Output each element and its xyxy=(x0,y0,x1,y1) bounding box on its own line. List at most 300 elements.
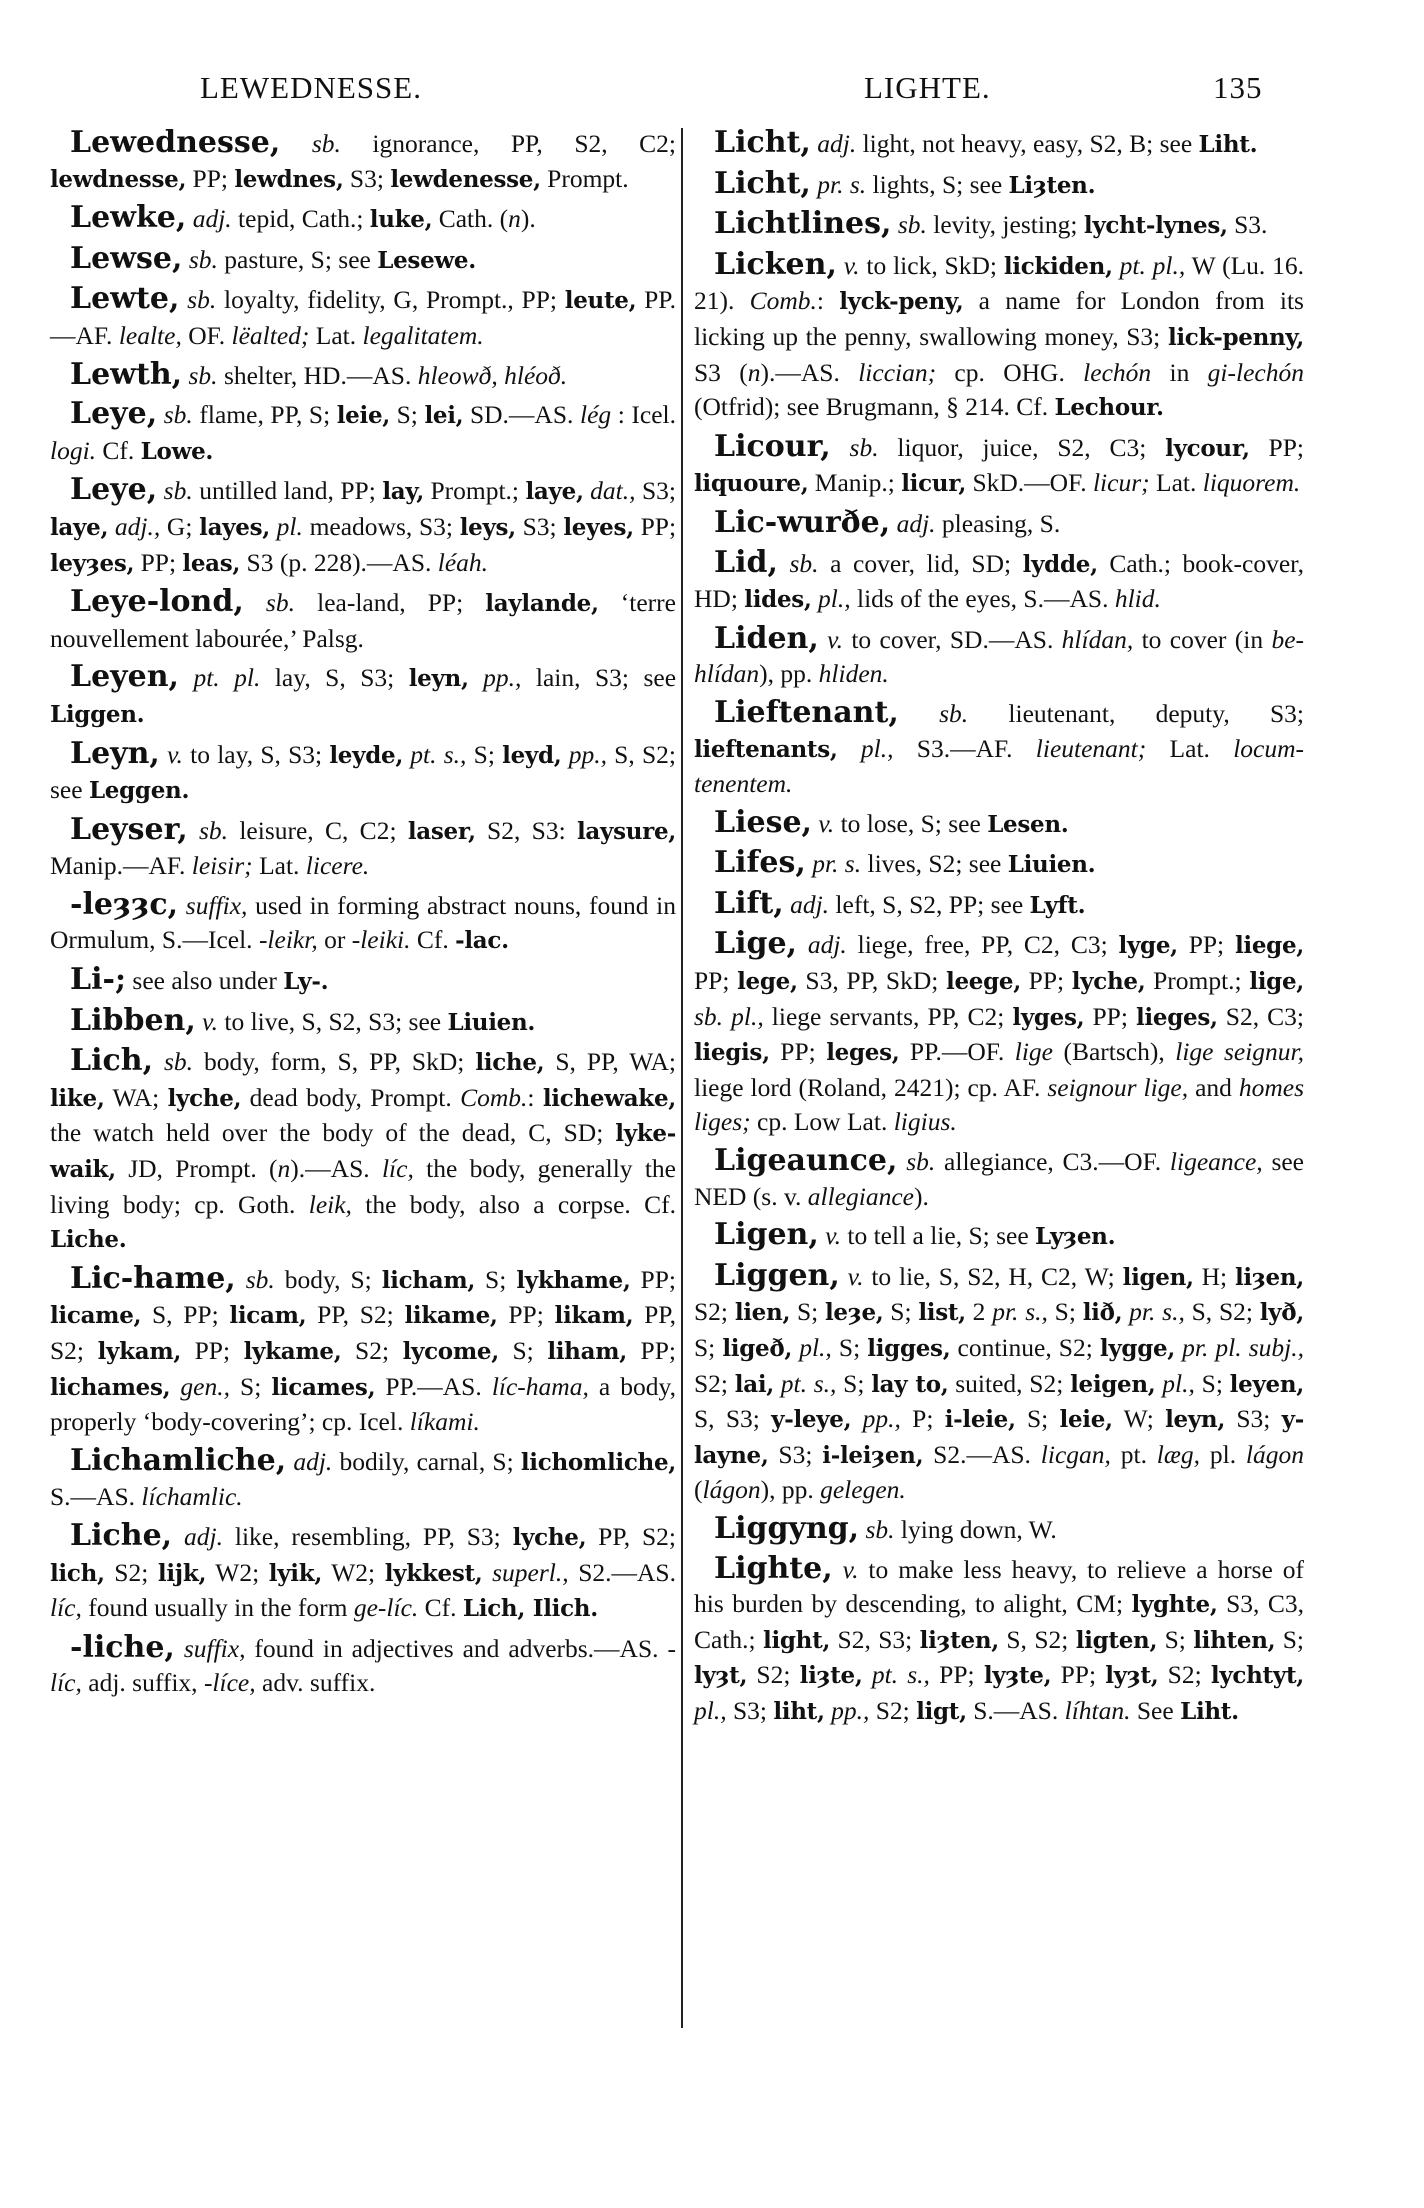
definition-text: Cf. xyxy=(418,1593,463,1623)
italic-text: pr. pl. subj., xyxy=(1182,1333,1304,1362)
dictionary-entry xyxy=(694,927,1304,1140)
dictionary-entry xyxy=(694,696,1304,802)
italic-text: léah. xyxy=(437,547,489,577)
italic-text: v. xyxy=(818,808,835,838)
definition-text: S; xyxy=(475,1264,517,1294)
definition-text: pl. xyxy=(1200,1439,1246,1469)
italic-text: adj. xyxy=(184,1521,223,1551)
variant-form: list, xyxy=(918,1299,966,1327)
italic-text: v. xyxy=(202,1006,218,1036)
dictionary-entry xyxy=(694,846,1304,883)
italic-text: sb. xyxy=(163,476,193,506)
italic-text: pt. s., xyxy=(871,1660,930,1690)
italic-text: líkami. xyxy=(409,1407,480,1437)
italic-text: v. xyxy=(843,250,860,280)
variant-form: ligeð, xyxy=(722,1335,793,1362)
definition-text: PP, S2; xyxy=(306,1300,405,1330)
definition-text: Manip.; xyxy=(808,468,902,498)
variant-form: layes, xyxy=(199,513,270,541)
headword: Lighte, xyxy=(714,1550,833,1586)
definition-text: PP; xyxy=(134,547,183,577)
italic-text: pr. s., xyxy=(992,1297,1048,1327)
dictionary-entry xyxy=(50,888,676,959)
variant-form: Lesewe. xyxy=(377,246,476,274)
definition-text: (Bartsch), xyxy=(1053,1037,1176,1067)
variant-form: laser, xyxy=(407,817,476,845)
definition-text: left, S, S2, PP; see xyxy=(829,889,1030,919)
definition-text: Manip.—AF. xyxy=(50,851,192,881)
dictionary-entry xyxy=(50,397,676,469)
definition-text: W2; xyxy=(322,1557,385,1587)
definition-text: leisure, C, C2; xyxy=(228,815,408,845)
italic-text: superl., xyxy=(492,1557,569,1587)
definition-text xyxy=(837,251,844,280)
dictionary-entry xyxy=(694,167,1304,204)
definition-text: S2.—AS. xyxy=(923,1439,1041,1469)
variant-form: lides, xyxy=(744,586,812,614)
definition-text: S.—AS. xyxy=(50,1482,142,1512)
definition-text: S; xyxy=(466,739,503,769)
definition-text: bodily, carnal, S; xyxy=(332,1446,521,1476)
definition-text: PP.—AF. xyxy=(50,285,676,350)
dictionary-entry xyxy=(694,506,1304,542)
variant-form: Liggen. xyxy=(50,700,145,728)
headword: Leye-lond, xyxy=(70,584,244,620)
variant-form: leigen, xyxy=(1070,1370,1156,1398)
definition-text: to cover, SD.—AS. xyxy=(842,624,1062,654)
variant-form: lihten, xyxy=(1193,1626,1276,1654)
variant-form: leege, xyxy=(946,968,1021,996)
italic-text: gen., xyxy=(180,1371,230,1401)
definition-text: S3 (p. 228).—AS. xyxy=(240,547,438,577)
italic-text: pp., xyxy=(831,1695,870,1725)
variant-form: luke, xyxy=(369,206,433,234)
variant-form: liegis, xyxy=(694,1039,770,1067)
definition-text: lives, S2; see xyxy=(861,849,1008,879)
italic-text: licere. xyxy=(305,851,370,881)
variant-form: lai, xyxy=(734,1370,774,1398)
definition-text: S; xyxy=(390,400,425,430)
headword: Lic-wurðe, xyxy=(714,504,891,540)
italic-text: líchamlic. xyxy=(141,1482,243,1512)
italic-text: læg, xyxy=(1156,1439,1201,1469)
dictionary-entry xyxy=(694,806,1304,843)
definition-text: : Icel. xyxy=(611,400,676,430)
italic-text: n xyxy=(277,1154,291,1184)
italic-text: sb. xyxy=(163,400,193,430)
italic-text: sb. xyxy=(187,285,217,315)
definition-text xyxy=(831,433,850,462)
definition-text: S; xyxy=(790,1297,825,1327)
definition-text: levity, jesting; xyxy=(926,210,1084,240)
headword: Liggyng, xyxy=(714,1510,860,1546)
definition-text: lieutenant, deputy, S3; xyxy=(968,698,1305,728)
italic-text: pl., xyxy=(799,1333,832,1362)
variant-form: licham, xyxy=(381,1266,476,1294)
definition-text: ignorance, PP, S2, C2; xyxy=(340,129,677,158)
italic-text: legalitatem. xyxy=(362,320,484,350)
definition-text: PP; xyxy=(633,511,677,541)
variant-form: leyȝes, xyxy=(50,549,135,577)
variant-form: light, xyxy=(763,1626,831,1654)
italic-text: sb. xyxy=(849,432,879,462)
definition-text: W2; xyxy=(206,1557,269,1587)
definition-text: cp. Low Lat. xyxy=(750,1107,894,1137)
definition-text: PP, S2; xyxy=(586,1521,676,1551)
definition-text: pasture, S; see xyxy=(217,244,378,274)
italic-text: pp., xyxy=(483,663,522,693)
variant-form: lege, xyxy=(737,968,798,996)
definition-text: S; xyxy=(1157,1624,1194,1654)
variant-form: lydde, xyxy=(1022,550,1098,578)
definition-text: S; xyxy=(1275,1624,1304,1654)
definition-text: (Otfrid); see Brugmann, § 214. Cf. xyxy=(694,392,1055,422)
definition-text: Lat. xyxy=(309,320,363,350)
italic-text: sb. xyxy=(865,1514,895,1544)
italic-text: sb. xyxy=(198,815,229,845)
variant-form: lick-penny, xyxy=(1167,323,1304,351)
headword: Lift, xyxy=(714,885,784,921)
definition-text: pt. xyxy=(1110,1439,1157,1469)
definition-text: meadows, S3; xyxy=(302,511,460,541)
dictionary-entry xyxy=(694,126,1304,163)
variant-form: Lyft. xyxy=(1029,891,1086,919)
italic-text: Comb. xyxy=(460,1082,528,1112)
variant-form: lykhame, xyxy=(516,1266,631,1294)
definition-text: SkD.—OF. xyxy=(966,468,1093,498)
variant-form: Lich, Ilich. xyxy=(462,1595,598,1623)
italic-text: pp., xyxy=(568,739,607,769)
definition-text: ).—AS. xyxy=(760,357,859,387)
definition-text: body, S; xyxy=(274,1264,382,1294)
definition-text: Cf. xyxy=(410,925,456,955)
variant-form: lyche, xyxy=(167,1084,242,1112)
variant-form: lyche, xyxy=(512,1523,587,1551)
definition-text: PP, S2; xyxy=(50,1300,676,1365)
headword: Liden, xyxy=(714,620,819,656)
italic-text: allegiance xyxy=(807,1181,915,1211)
variant-form: lichewake, xyxy=(542,1084,676,1112)
dictionary-entry xyxy=(694,1512,1304,1548)
definition-text xyxy=(469,663,483,692)
variant-form: Lesen. xyxy=(987,810,1069,838)
definition-text: PP.—OF. xyxy=(899,1037,1015,1067)
definition-text: S, S2; xyxy=(1184,1297,1260,1327)
variant-form: Liche. xyxy=(50,1226,127,1254)
italic-text: seignour lige, xyxy=(1047,1072,1189,1102)
dictionary-entry xyxy=(50,473,676,581)
italic-text: lechón xyxy=(1083,357,1152,387)
italic-text: pt. s., xyxy=(780,1368,837,1398)
italic-text: sb. xyxy=(939,698,969,728)
variant-form: laye, xyxy=(525,478,584,506)
definition-text: PP; xyxy=(1051,1660,1106,1690)
italic-text: adj. xyxy=(896,508,936,538)
definition-text: lying down, W. xyxy=(894,1514,1057,1544)
italic-text: liquorem. xyxy=(1202,468,1301,498)
italic-text: adj. xyxy=(807,930,847,960)
definition-text: PP; xyxy=(694,966,738,996)
definition-text: S3; xyxy=(1225,1404,1282,1434)
definition-text xyxy=(172,1522,184,1551)
headword: Lid, xyxy=(714,544,778,580)
italic-text: locum-tenentem. xyxy=(694,733,1305,799)
definition-text: PP; xyxy=(1177,930,1235,960)
definition-text: lights, S; see xyxy=(866,169,1009,199)
definition-text: PP.—AS. xyxy=(375,1371,492,1401)
headword: Licht, xyxy=(714,125,811,160)
definition-text xyxy=(179,285,187,314)
definition-text: S; xyxy=(831,1333,868,1362)
headword: Liche, xyxy=(70,1517,173,1553)
dictionary-entry xyxy=(694,1218,1304,1255)
variant-form: ligten, xyxy=(1075,1626,1158,1654)
definition-text xyxy=(778,549,790,578)
definition-text: to live, S, S2, S3; see xyxy=(217,1006,448,1036)
variant-form: leges, xyxy=(826,1039,900,1067)
definition-text: G; xyxy=(160,511,200,541)
italic-text: sb. xyxy=(265,588,295,618)
italic-text: v. xyxy=(842,1554,859,1584)
headword: Lewte, xyxy=(70,281,180,317)
headword: Ligeaunce, xyxy=(714,1143,898,1179)
variant-form: liege, xyxy=(1234,932,1304,960)
variant-form: lycome, xyxy=(402,1338,499,1365)
dictionary-entry xyxy=(50,126,676,197)
definition-text: PP; xyxy=(630,1264,676,1294)
headword: Libben, xyxy=(70,1002,196,1038)
definition-text: lain, S3; see xyxy=(521,663,677,693)
dictionary-entry xyxy=(50,1004,676,1041)
headword: Lewke, xyxy=(70,200,187,236)
variant-form: licam, xyxy=(229,1302,307,1330)
italic-text: pt. pl., xyxy=(1119,250,1186,280)
definition-text xyxy=(840,1262,848,1291)
variant-form: ligges, xyxy=(867,1335,951,1362)
definition-text: PP; xyxy=(181,1336,244,1365)
variant-form: Lyȝen. xyxy=(1035,1223,1116,1251)
definition-text: pleasing, S. xyxy=(935,508,1061,538)
variant-form: licames, xyxy=(271,1373,376,1401)
variant-form: Liht. xyxy=(1198,131,1258,158)
variant-form: liȝen, xyxy=(1235,1263,1305,1291)
italic-text: lëalted; xyxy=(231,320,310,350)
definition-text xyxy=(244,588,266,617)
dictionary-entry xyxy=(50,660,676,732)
italic-text: leisir; xyxy=(191,851,253,881)
italic-text: suffix, xyxy=(183,1633,246,1663)
variant-form: lige, xyxy=(1249,968,1305,996)
definition-text: Lat. xyxy=(1149,468,1203,498)
definition-text xyxy=(833,1555,843,1584)
definition-text xyxy=(561,740,568,769)
dictionary-entry xyxy=(694,887,1304,924)
variant-form: lykkest, xyxy=(384,1559,483,1587)
variant-form: liȝten, xyxy=(919,1626,999,1654)
italic-text: lég xyxy=(579,400,612,430)
dictionary-entry xyxy=(694,1144,1304,1214)
italic-text: logi. xyxy=(50,435,97,465)
page-number: 135 xyxy=(1213,70,1263,105)
italic-text: líhtan. xyxy=(1064,1695,1131,1725)
italic-text: pl., xyxy=(818,584,851,614)
variant-form: liquoure, xyxy=(694,470,809,498)
italic-text: pt. pl. xyxy=(193,663,261,693)
definition-text: in xyxy=(1151,357,1208,387)
variant-form: lei, xyxy=(424,402,464,430)
dictionary-entry xyxy=(50,1262,676,1440)
definition-text: dead body, Prompt. xyxy=(241,1082,461,1112)
definition-text: Prompt.; xyxy=(423,476,526,506)
variant-form: like, xyxy=(50,1084,105,1112)
definition-text: the body, also a corpse. Cf. xyxy=(351,1189,676,1219)
italic-text: n xyxy=(747,357,761,387)
definition-text: S; xyxy=(883,1297,919,1327)
headword: -liche, xyxy=(70,1629,175,1665)
definition-text: a body, properly ‘body-covering’; cp. Icel. xyxy=(50,1371,676,1437)
variant-form: Liȝten. xyxy=(1008,171,1096,199)
definition-text: like, resembling, PP, S3; xyxy=(222,1521,513,1551)
dictionary-entry xyxy=(50,1444,676,1515)
definition-text: liquor, juice, S2, C3; xyxy=(878,432,1166,462)
headword: Lige, xyxy=(714,926,797,962)
definition-text: PP; xyxy=(929,1660,984,1690)
definition-text: S; xyxy=(1194,1368,1230,1398)
dictionary-entry xyxy=(50,1519,676,1627)
variant-form: liche, xyxy=(475,1049,545,1077)
definition-text: WA; xyxy=(104,1082,168,1112)
dictionary-entry xyxy=(50,242,676,279)
italic-text: -líce, xyxy=(203,1668,256,1698)
dictionary-entry xyxy=(50,1044,676,1258)
definition-text: PP; xyxy=(1084,1001,1136,1031)
dictionary-entry xyxy=(50,282,676,353)
italic-text: lige xyxy=(1014,1037,1054,1067)
variant-form: lickiden, xyxy=(1003,252,1113,280)
italic-text: leik, xyxy=(308,1189,352,1219)
italic-text: licur; xyxy=(1092,468,1150,498)
variant-form: lycht-lynes, xyxy=(1083,212,1228,240)
headword: Lichtlines, xyxy=(714,206,892,242)
variant-form: lewdenesse, xyxy=(390,165,541,193)
definition-text: S2; xyxy=(694,1297,735,1327)
definition-text xyxy=(170,1372,180,1401)
italic-text: líc, xyxy=(50,1593,82,1623)
definition-text xyxy=(157,400,164,429)
definition-text: S3 ( xyxy=(694,357,748,387)
definition-text: suited, S2; xyxy=(948,1368,1071,1398)
definition-text: S2, S3; xyxy=(830,1624,920,1654)
definition-text: S2; xyxy=(104,1557,158,1587)
italic-text: liccian; xyxy=(858,357,937,387)
definition-text: Cath.; book-cover, HD; xyxy=(694,548,1305,614)
variant-form: lyik, xyxy=(268,1559,323,1587)
headword: Lich, xyxy=(70,1043,154,1079)
definition-text: liege, free, PP, C2, C3; xyxy=(846,930,1119,960)
definition-text: S3; xyxy=(768,1439,823,1469)
variant-form: i-leie, xyxy=(944,1406,1016,1434)
headword: Liggen, xyxy=(714,1257,840,1293)
variant-form: leyd, xyxy=(502,741,562,769)
italic-text: pt. s., xyxy=(410,739,467,769)
definition-text: Cath. ( xyxy=(432,204,509,234)
definition-text: P; xyxy=(900,1404,945,1434)
definition-text: H; xyxy=(1193,1261,1235,1291)
variant-form: lewdnes, xyxy=(234,165,344,193)
dictionary-entry xyxy=(694,1259,1304,1508)
definition-text: the watch held over the body of the dead, C, SD; xyxy=(50,1118,616,1148)
definition-text: cp. OHG. xyxy=(936,357,1084,387)
definition-text: adj. suffix, xyxy=(81,1668,204,1698)
variant-form: lijk, xyxy=(157,1559,207,1587)
dictionary-entry xyxy=(694,622,1304,692)
variant-form: lieges, xyxy=(1136,1003,1218,1031)
italic-text: suffix, xyxy=(185,890,248,920)
variant-form: lyghte, xyxy=(1131,1591,1218,1619)
variant-form: lychtyt, xyxy=(1210,1662,1304,1690)
italic-text: v. xyxy=(825,1221,841,1251)
definition-text: S3. xyxy=(1227,210,1268,240)
definition-text: PP; xyxy=(626,1336,676,1365)
italic-text: lieutenant; xyxy=(1035,733,1147,763)
definition-text xyxy=(838,734,861,763)
variant-form: lyche, xyxy=(1071,968,1146,996)
definition-text: S3; xyxy=(343,163,391,193)
variant-form: leie, xyxy=(1059,1406,1113,1434)
definition-text: liege lord (Roland, 2421); cp. AF. xyxy=(694,1072,1048,1102)
variant-form: lewdnesse, xyxy=(50,165,187,193)
variant-form: Lechour. xyxy=(1054,394,1164,422)
variant-form: y-layne, xyxy=(694,1406,1304,1469)
definition-text: PP; xyxy=(497,1300,555,1330)
headword: Licour, xyxy=(714,428,831,464)
definition-text xyxy=(819,625,827,654)
definition-text: untilled land, PP; xyxy=(192,476,383,506)
definition-text xyxy=(897,1147,906,1176)
italic-text: pr. s., xyxy=(1129,1297,1185,1327)
definition-text: flame, PP, S; xyxy=(192,400,337,430)
variant-form: lyck-peny, xyxy=(839,288,964,316)
definition-text: S2; xyxy=(747,1660,800,1690)
variant-form: i-leiȝen, xyxy=(822,1441,924,1469)
italic-text: pp., xyxy=(862,1404,901,1434)
dictionary-entry xyxy=(694,546,1304,618)
definition-text: see NED (s. v. xyxy=(694,1147,1304,1211)
dictionary-entry xyxy=(50,813,676,884)
definition-text: S, S2; see xyxy=(50,739,676,805)
variant-form: lien, xyxy=(734,1299,791,1327)
variant-form: leyn, xyxy=(408,665,469,693)
italic-text: pl. xyxy=(276,511,303,541)
definition-text: OF. xyxy=(181,320,232,350)
italic-text: -líc, xyxy=(50,1633,676,1698)
headword: Lichamliche, xyxy=(70,1442,287,1478)
definition-text: S2, C3; xyxy=(1217,1001,1305,1031)
definition-text: adv. suffix. xyxy=(255,1668,376,1698)
definition-text xyxy=(188,816,199,845)
definition-text: S3.—AF. xyxy=(893,733,1036,763)
definition-text: a name for London from its licking up the penny, swallowing money, S3; xyxy=(694,286,1304,351)
definition-text: : xyxy=(816,286,840,316)
variant-form: liham, xyxy=(547,1338,627,1365)
italic-text: ligeance, xyxy=(1169,1147,1263,1177)
definition-text xyxy=(1113,251,1120,280)
headword: Leyn, xyxy=(70,735,160,771)
variant-form: lykam, xyxy=(97,1338,182,1365)
definition-text: PP; xyxy=(186,163,235,193)
definition-text: to cover (in xyxy=(1133,624,1272,654)
variant-form: liht, xyxy=(773,1697,825,1725)
